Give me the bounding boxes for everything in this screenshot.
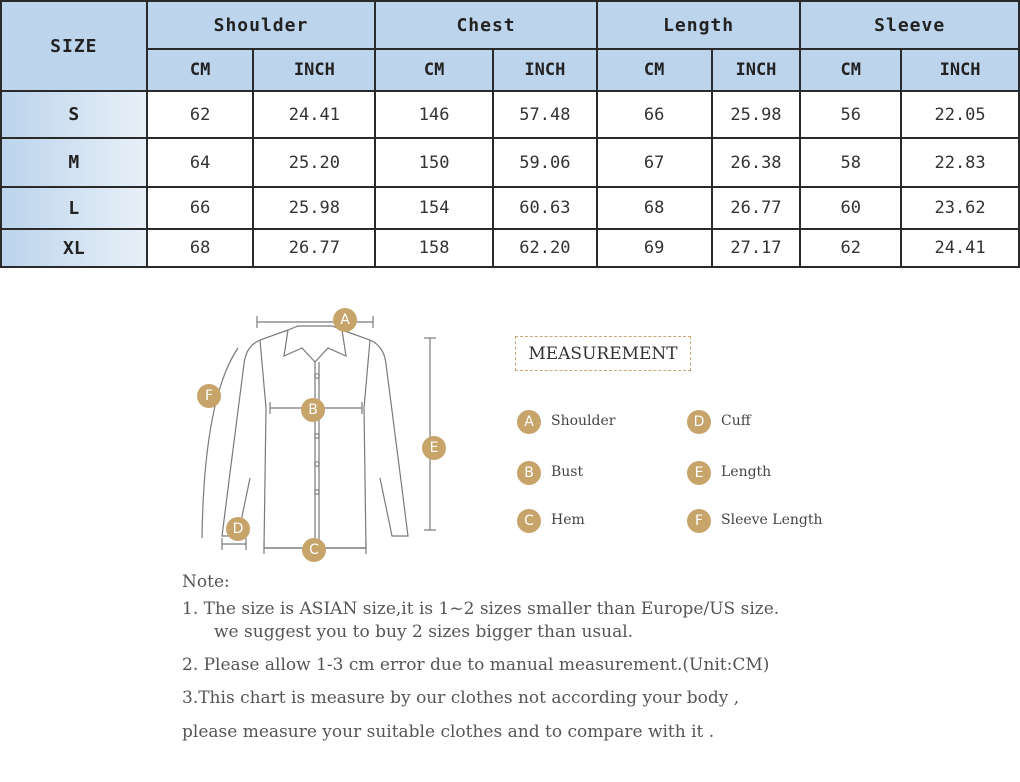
table-cell: 26.38 [712,138,801,187]
legend-label: Hem [551,512,585,528]
marker-e-icon: E [422,436,446,460]
table-cell: 62 [147,91,254,138]
note-line-3b: please measure your suitable clothes and to compare with it . [182,722,715,742]
table-row [1,229,1019,267]
unit-header-cm: CM [375,49,493,91]
note-line-1b: we suggest you to buy 2 sizes bigger than usual. [214,622,634,642]
marker-e-icon: E [687,461,711,485]
table-cell: 22.05 [901,91,1019,138]
notes-heading: Note: [182,572,230,592]
legend-label: Cuff [721,413,751,429]
table-cell: 25.20 [253,138,375,187]
marker-f-icon: F [197,384,221,408]
size-cell: L [1,187,147,229]
unit-header-cm: CM [147,49,254,91]
table-cell: 25.98 [253,187,375,229]
table-cell: 66 [147,187,254,229]
note-line-2: 2. Please allow 1-3 cm error due to manual measurement.(Unit:CM) [182,655,770,675]
table-cell: 25.98 [712,91,801,138]
table-cell: 62.20 [493,229,597,267]
shirt-outline-icon [180,298,460,570]
table-cell: 56 [800,91,901,138]
group-header-shoulder: Shoulder [147,1,376,49]
note-line-1: 1. The size is ASIAN size,it is 1~2 sizes smaller than Europe/US size. [182,599,780,619]
table-cell: 154 [375,187,493,229]
table-cell: 64 [147,138,254,187]
table-cell: 150 [375,138,493,187]
legend-label: Length [721,464,772,480]
legend-label: Bust [551,464,584,480]
table-cell: 58 [800,138,901,187]
table-cell: 158 [375,229,493,267]
legend-label: Sleeve Length [721,512,823,528]
table-cell: 69 [597,229,712,267]
marker-a-icon: A [333,308,357,332]
group-header-sleeve: Sleeve [800,1,1019,49]
table-cell: 60 [800,187,901,229]
marker-c-icon: C [302,538,326,562]
size-chart-table [0,0,1020,268]
marker-d-icon: D [226,517,250,541]
group-header-length: Length [597,1,801,49]
table-cell: 67 [597,138,712,187]
size-column-header: SIZE [1,1,147,91]
marker-b-icon: B [517,461,541,485]
marker-c-icon: C [517,509,541,533]
table-cell: 24.41 [253,91,375,138]
table-cell: 146 [375,91,493,138]
unit-header-inch: INCH [901,49,1019,91]
table-row [1,138,1019,187]
unit-header-cm: CM [800,49,901,91]
size-cell: XL [1,229,147,267]
unit-header-inch: INCH [253,49,375,91]
table-cell: 66 [597,91,712,138]
marker-f-icon: F [687,509,711,533]
measurement-title: MEASUREMENT [515,336,691,371]
table-cell: 59.06 [493,138,597,187]
table-cell: 24.41 [901,229,1019,267]
table-cell: 57.48 [493,91,597,138]
table-cell: 60.63 [493,187,597,229]
unit-header-cm: CM [597,49,712,91]
table-cell: 26.77 [712,187,801,229]
marker-a-icon: A [517,410,541,434]
table-cell: 27.17 [712,229,801,267]
table-cell: 26.77 [253,229,375,267]
table-row [1,91,1019,138]
marker-d-icon: D [687,410,711,434]
unit-header-inch: INCH [493,49,597,91]
table-cell: 68 [147,229,254,267]
unit-header-inch: INCH [712,49,801,91]
table-cell: 23.62 [901,187,1019,229]
group-header-chest: Chest [375,1,597,49]
size-cell: S [1,91,147,138]
size-cell: M [1,138,147,187]
shirt-measurement-diagram [180,298,460,570]
table-row [1,187,1019,229]
table-cell: 62 [800,229,901,267]
marker-b-icon: B [301,398,325,422]
note-line-3: 3.This chart is measure by our clothes not according your body , [182,688,740,708]
table-cell: 68 [597,187,712,229]
table-cell: 22.83 [901,138,1019,187]
legend-label: Shoulder [551,413,616,429]
